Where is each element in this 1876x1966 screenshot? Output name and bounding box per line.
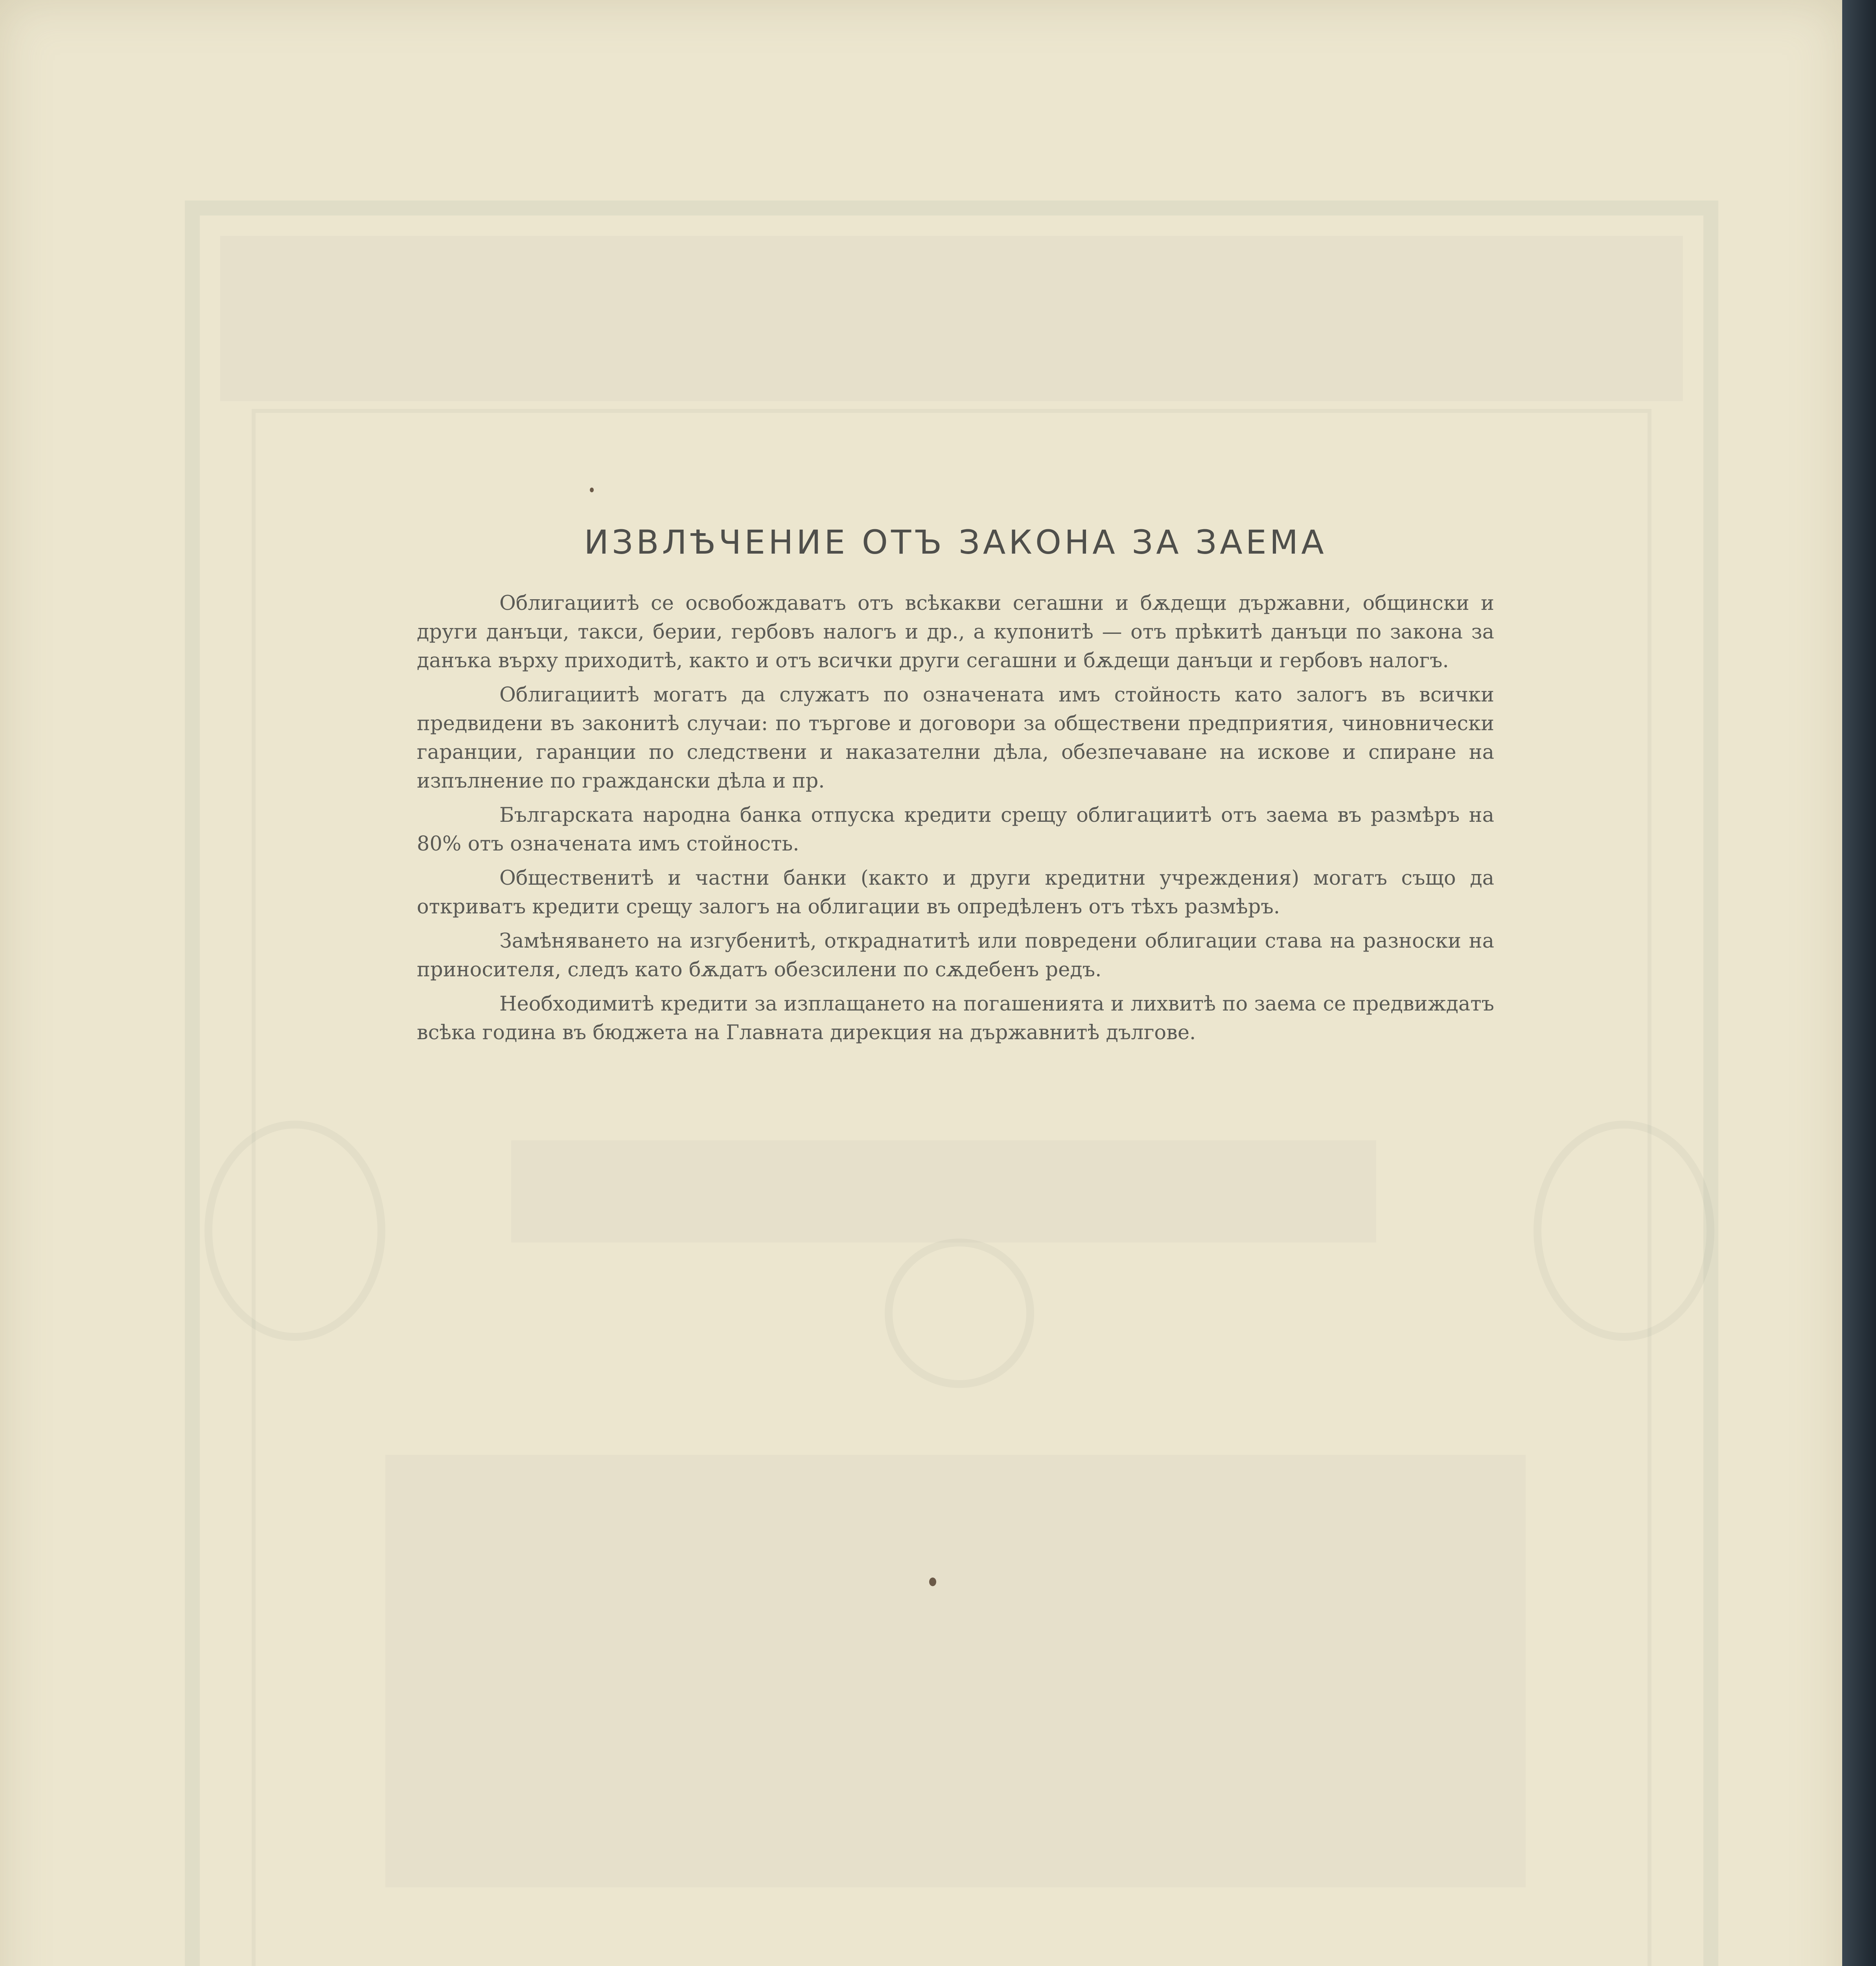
paragraph-budget: Необходимитѣ кредити за изплащането на погашенията и лихвитѣ по заема се предвиждатъ всѣка година въ бюджета на Главната дирекция на държавнитѣ дългове. <box>417 992 1494 1044</box>
show-through-right-medallion <box>1534 1121 1714 1341</box>
paragraph-replacement: Замѣняването на изгубенитѣ, откраднатитѣ или повредени облигации става на разноски на приносителя, следъ като бѫдатъ обезсилени по сѫдебенъ редъ. <box>417 930 1494 981</box>
paragraph-tax-exemption: Облигациитѣ се освобождаватъ отъ всѣкакви сегашни и бѫдещи държавни, общински и други данъци, такси, берии, гербовъ налогъ и др., а купонитѣ — отъ прѣкитѣ данъци по закона за данъка върху приходитѣ, както и отъ всички други сегашни и бѫдещи данъци и гербовъ налогъ. <box>417 592 1494 672</box>
ink-speck <box>590 488 594 492</box>
paragraph-private-banks: Общественитѣ и частни банки (както и други кредитни учреждения) могатъ също да откриватъ кредити срещу залогъ на облигации въ опредѣленъ отъ тѣхъ размѣръ. <box>417 867 1494 919</box>
page-title: ИЗВЛѢЧЕНИЕ ОТЪ ЗАКОНА ЗА ЗАЕМА <box>584 523 1327 561</box>
scan-background-edge <box>1842 0 1876 1966</box>
show-through-left-medallion <box>204 1121 385 1341</box>
show-through-center-medallion <box>885 1239 1034 1388</box>
paragraph-collateral: Облигациитѣ могатъ да служатъ по означената имъ стойность като залогъ въ всички предвидени въ законитѣ случаи: по търгове и договори за обществени предприятия, чиновнически гаранции, гаранции по следствени и наказателни дѣла, обезпечаване на искове и спиране на изпълнение по граждански дѣла и пр. <box>417 683 1494 793</box>
show-through-text-block <box>385 1455 1526 1887</box>
paragraph-national-bank-credit: Българската народна банка отпуска кредити срещу облигациитѣ отъ заема въ размѣръ на 80% отъ означената имъ стойность. <box>417 804 1494 856</box>
show-through-header-band <box>220 236 1683 401</box>
ink-speck <box>929 1578 936 1586</box>
law-extract <box>417 523 1494 1053</box>
show-through-title-band <box>511 1140 1376 1243</box>
